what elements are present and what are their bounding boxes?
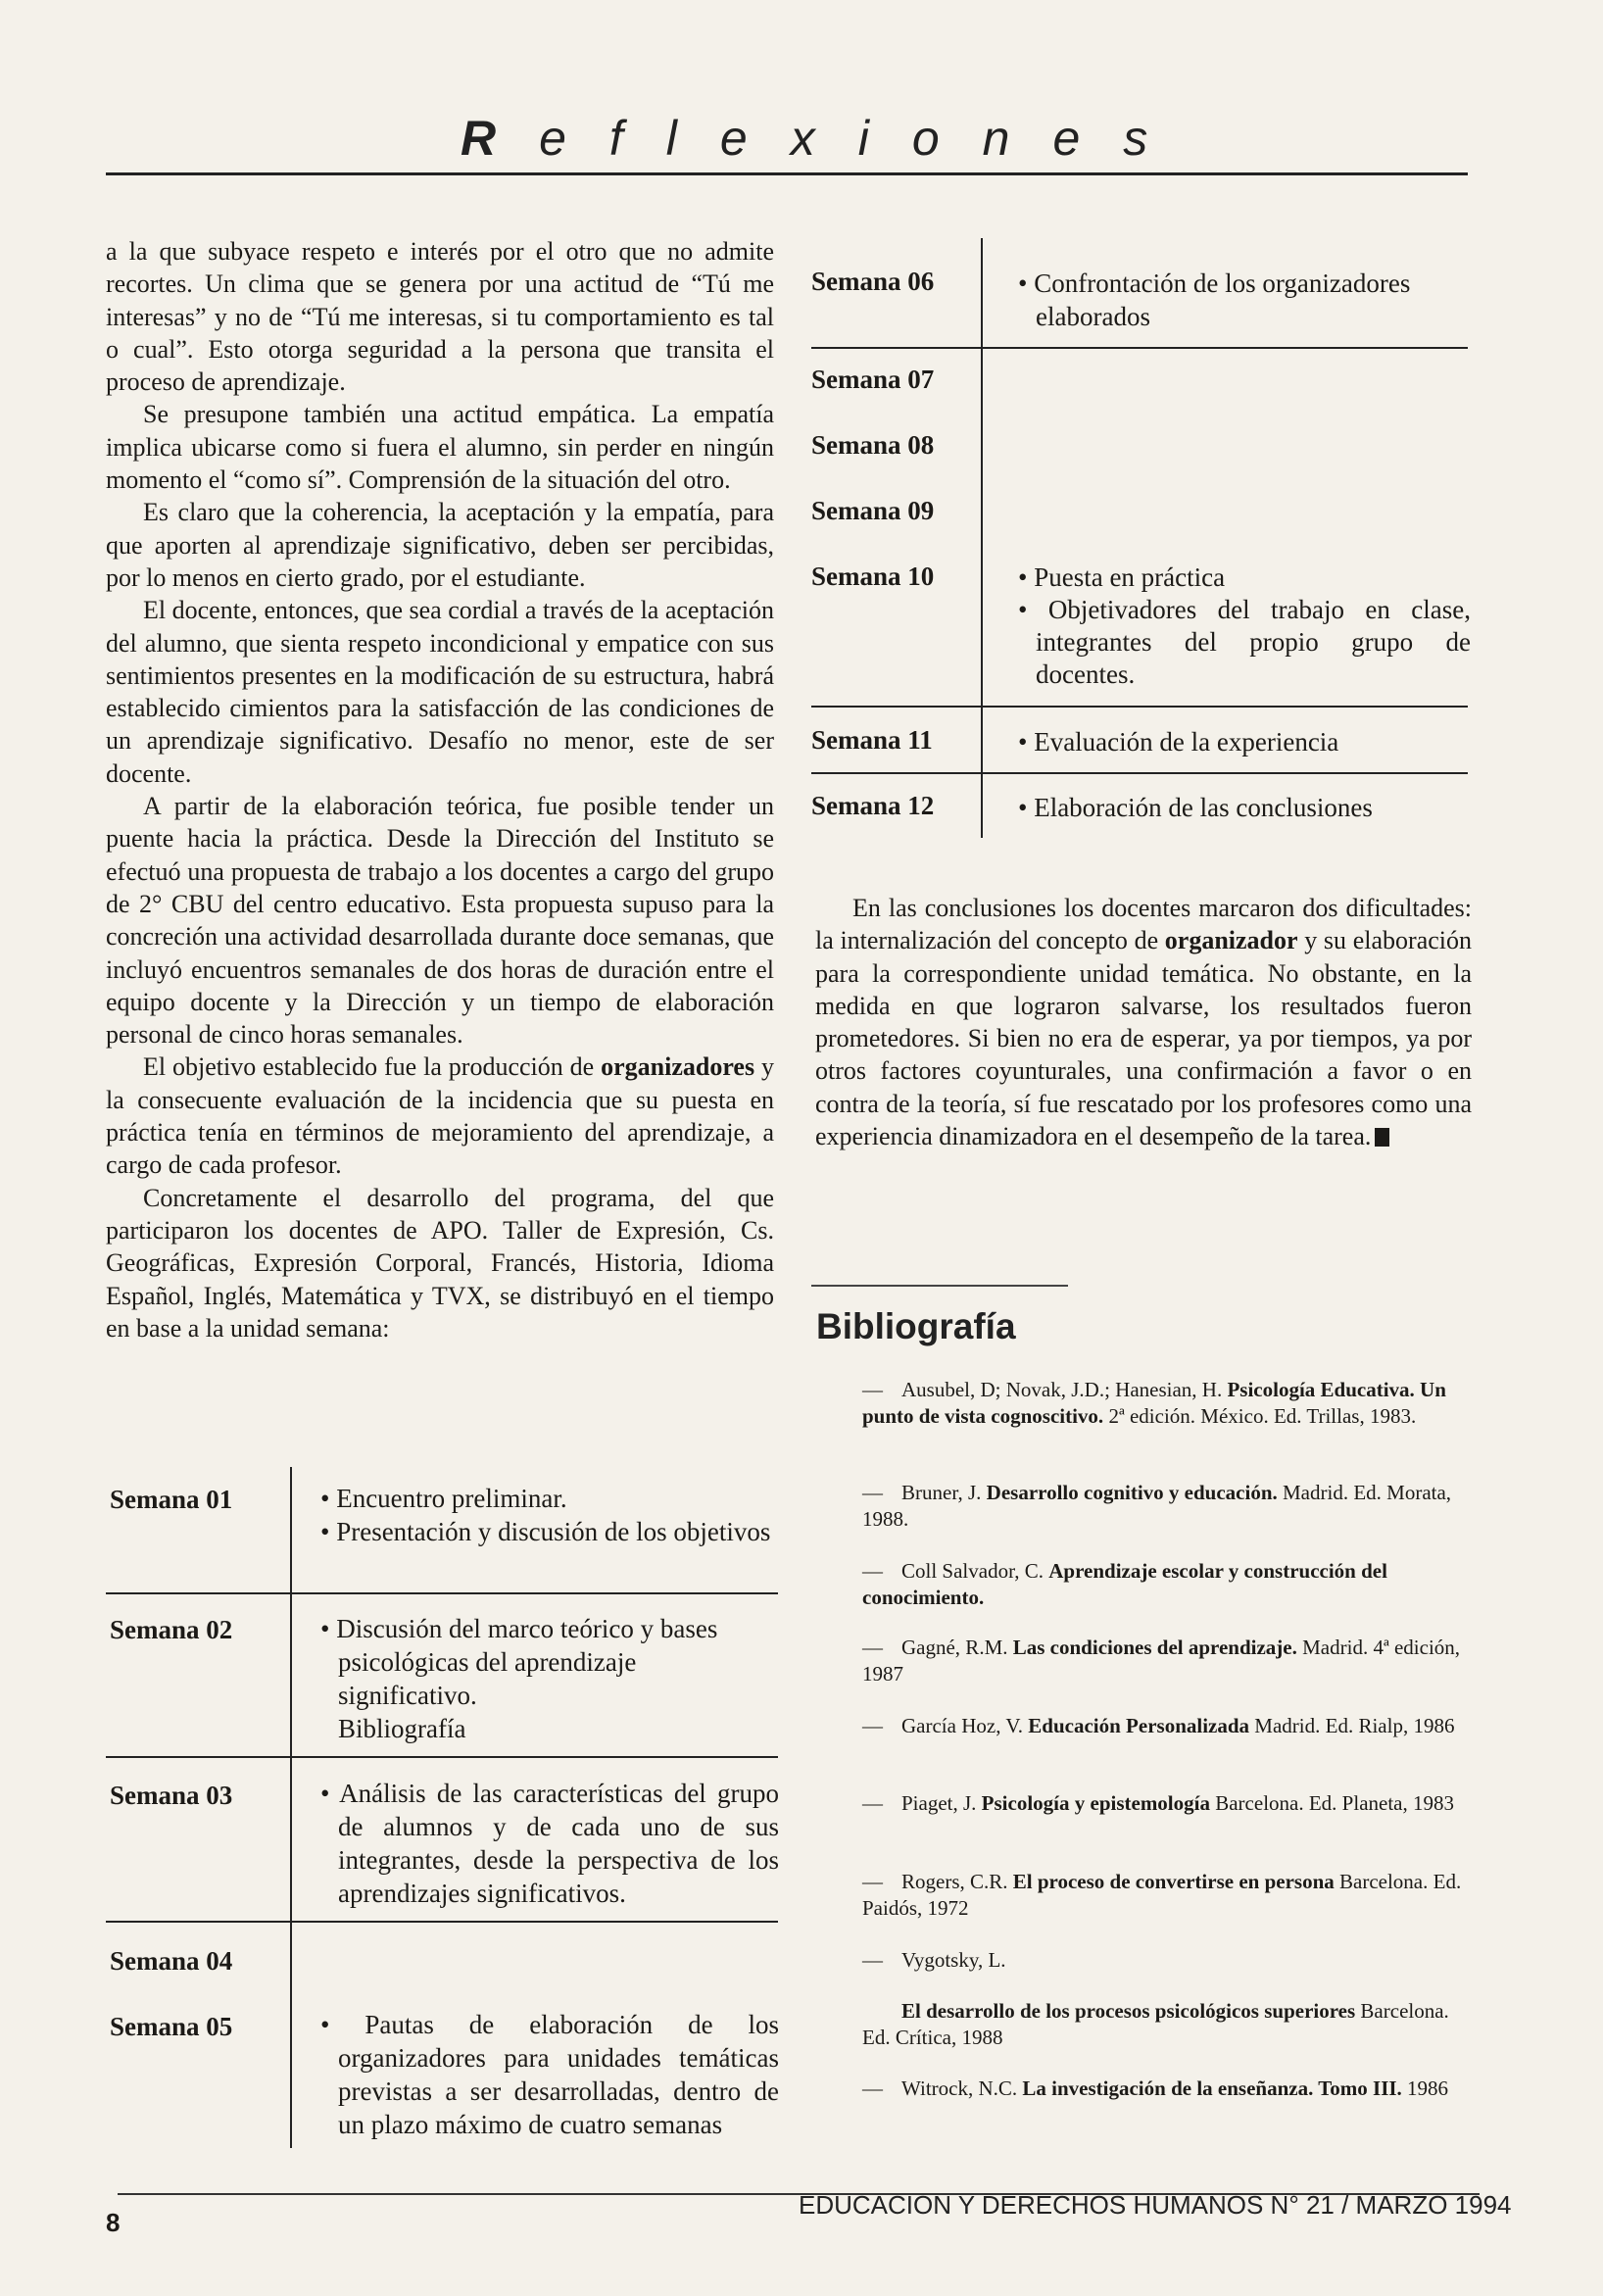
week-label: Semana 11: [811, 725, 933, 755]
bibliography-entry: — Piaget, J. Psicología y epistemología Barcelona. Ed. Planeta, 1983: [862, 1791, 1454, 1815]
bibliography-entry: — García Hoz, V. Educación Personalizada Madrid. Ed. Rialp, 1986: [862, 1714, 1455, 1737]
paragraph: Es claro que la coherencia, la aceptación y la empatía, para que aporten al aprendizaje significativo, deben ser percibidas, por lo menos en cierto grado, por el estudiante.: [106, 498, 774, 592]
week-label: Semana 12: [811, 791, 935, 820]
week-activities: • Discusión del marco teórico y bases psicológicas del aprendizaje significativo. Bibliografía: [320, 1614, 718, 1743]
week-activities: • Puesta en práctica • Objetivadores del trabajo en clase, integrantes del propio grupo de docentes.: [1018, 562, 1471, 689]
bibliography-entry: — Bruner, J. Desarrollo cognitivo y educación. Madrid. Ed. Morata, 1988.: [862, 1481, 1452, 1531]
bibliography-title: Bibliografía: [816, 1306, 1016, 1346]
week-label: Semana 04: [110, 1946, 233, 1976]
bibliography-rule: [811, 1285, 1068, 1287]
week-label: Semana 06: [811, 267, 935, 296]
paragraph: Se presupone también una actitud empática. La empatía implica ubicarse como si fuera el alumno, sin perder en ningún momento el “como sí”. Comprensión de la situación del otro.: [106, 400, 774, 495]
bibliography-entry: — Ausubel, D; Novak, J.D.; Hanesian, H. Psicología Educativa. Un punto de vista cognoscitivo. 2ª edición. México. Ed. Trillas, 1983.: [862, 1378, 1446, 1428]
bibliography-entry: — Witrock, N.C. La investigación de la enseñanza. Tomo III. 1986: [862, 2076, 1449, 2100]
bibliography-entry: El desarrollo de los procesos psicológicos superiores Barcelona. Ed. Crítica, 1988: [862, 1999, 1449, 2049]
paragraph: El docente, entonces, que sea cordial a través de la aceptación del alumno, que sienta respeto incondicional y empatice con sus sentimientos presentes en la modificación de su estructura, habrá establecido cimientos para la satisfacción de las condiciones de un aprendizaje significativo. Desafío no menor, este de ser docente.: [106, 596, 774, 788]
paragraph: El objetivo establecido fue la producción de organizadores y la consecuente evaluación de la incidencia que su puesta en práctica tenía en términos de mejoramiento del aprendizaje, a cargo de cada profesor.: [106, 1052, 775, 1180]
bibliography-entry: — Rogers, C.R. El proceso de convertirse en persona Barcelona. Ed. Paidós, 1972: [862, 1870, 1462, 1920]
week-label: Semana 02: [110, 1615, 233, 1644]
week-label: Semana 09: [811, 496, 935, 525]
paragraph: En las conclusiones los docentes marcaron dos dificultades: la internalización del concepto de organizador y su elaboración para la correspondiente unidad temática. No obstante, en la medida en que lograron salvarse, los resultados fueron prometedores. Si bien no era de esperar, ya por tiempos, ya por otros factores coyunturales, una confirmación a favor o en contra de la teoría, sí fue rescatado por los profesores como una experiencia dinamizadora en el desempeño de la tarea.: [815, 894, 1472, 1151]
week-label: Semana 08: [811, 430, 935, 460]
paragraph: a la que subyace respeto e interés por el otro que no admite recortes. Un clima que se genera por una actitud de “Tú me interesas” y no de “Tú me interesas, si tu comportamiento es tal o cual”. Esto otorga seguridad a la persona que transita el proceso de aprendizaje.: [106, 237, 774, 397]
end-of-article-mark: [1375, 1128, 1389, 1147]
week-activities: • Elaboración de las conclusiones: [1018, 793, 1373, 822]
header-rule: [106, 172, 1468, 175]
bibliography-entry: — Coll Salvador, C. Aprendizaje escolar y construcción del conocimiento.: [862, 1559, 1387, 1609]
week-activities: • Encuentro preliminar. • Presentación y discusión de los objetivos: [320, 1484, 771, 1546]
week-label: Semana 03: [110, 1781, 233, 1810]
week-activities: • Análisis de las características del grupo de alumnos y de cada uno de sus integrantes, desde la perspectiva de los aprendizajes significativos.: [320, 1779, 779, 1908]
page-number: 8: [106, 2208, 121, 2237]
left-column-text: [106, 235, 774, 1344]
week-label: Semana 05: [110, 2012, 233, 2041]
week-label: Semana 07: [811, 365, 935, 394]
week-label: Semana 01: [110, 1485, 233, 1514]
bibliography-entry: — Vygotsky, L.: [862, 1948, 1006, 1972]
week-activities: • Evaluación de la experiencia: [1018, 727, 1339, 757]
paragraph: A partir de la elaboración teórica, fue posible tender un puente hacia la práctica. Desde la Dirección del Instituto se efectuó una propuesta de trabajo a los docentes a cargo del grupo de 2° CBU del centro educativo. Esta propuesta supuso para la concreción una actividad desarrollada durante doce semanas, que incluyó encuentros semanales de dos horas de duración entre el equipo docente y la Dirección y un tiempo de elaboración personal de cinco horas semanales.: [106, 792, 774, 1050]
bibliography-entry: — Gagné, R.M. Las condiciones del aprendizaje. Madrid. 4ª edición, 1987: [862, 1636, 1461, 1685]
paragraph: Concretamente el desarrollo del programa, del que participaron los docentes de APO. Taller de Expresión, Cs. Geográficas, Expresión Corporal, Francés, Historia, Idioma Español, Inglés, Matemática y TVX, se distribuyó en el tiempo en base a la unidad semana:: [106, 1183, 774, 1343]
conclusions-text: [815, 892, 1472, 1152]
week-activities: • Pautas de elaboración de los organizadores para unidades temáticas previstas a ser desarrolladas, dentro de un plazo máximo de cuatro semanas: [320, 2010, 779, 2139]
publication-footer: EDUCACION Y DERECHOS HUMANOS N° 21 / MARZO 1994: [799, 2190, 1512, 2220]
running-header: Reflexiones: [461, 111, 1191, 166]
week-label: Semana 10: [811, 562, 935, 591]
week-activities: • Confrontación de los organizadores elaborados: [1018, 269, 1411, 331]
